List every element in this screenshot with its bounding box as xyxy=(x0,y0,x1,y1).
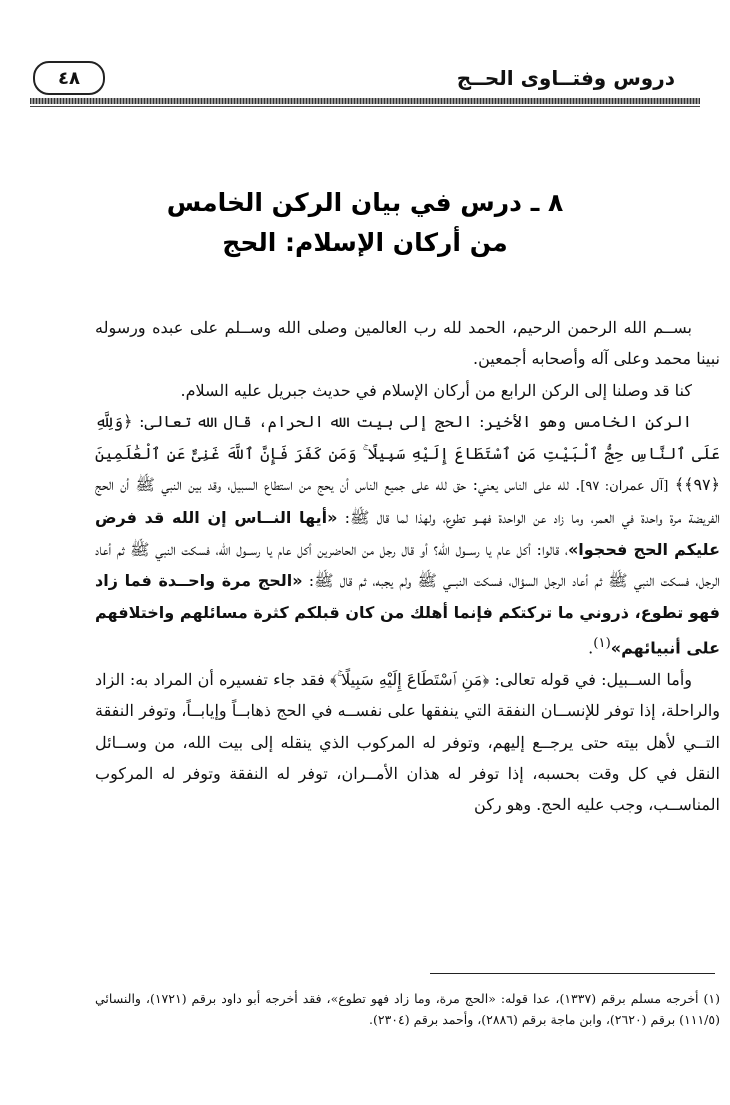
lesson-title-line1: ٨ ـ درس في بيان الركن الخامس xyxy=(166,188,564,217)
paragraph-fifth-pillar: الركن الخامس وهو الأخير: الحج إلى بيت الله الحرام، قال الله تعالى: ﴿وَلِلَّهِ عَلَى ٱلنَّاسِ حِجُّ ٱلْبَيْتِ مَنِ ٱسْتَطَاعَ إِلَيْهِ سَبِيلًا ۚ وَمَن كَفَرَ فَإِنَّ ٱللَّهَ غَنِىٌّ عَنِ ٱلْعَٰلَمِينَ ﴿٩٧﴾﴾ [آل عمران: ٩٧]. لله على الناس يعني: حق لله على جميع الناس أن يحج من استطاع السبيل، وقد بين النبي ﷺ أن الحج الفريضة مرة واحدة في العمر، وما زاد عن الواحدة فهــو تطوع، ولهذا لما قال ﷺ: «أيها النــاس إن الله قد فرض عليكم الحج فحجوا»، قالوا: أكل عام يا رســول الله؟ أو قال رجل من الحاضرين أكل عام يا رســول الله، فسكت النبي ﷺ ثم أعاد الرجل، فسكت النبي ﷺ ثم أعاد الرجل السؤال، فسكت النبــي ﷺ ولم يجبه، ثم قال ﷺ: «الحج مرة واحــدة فما زاد فهو تطوع، ذروني ما تركتكم فإنما أهلك من كان قبلكم كثرة مسائلهم واختلافهم على أنبيائهم»$^{(١)}$. xyxy=(95,412,721,658)
paragraph-fourth-pillar: كنا قد وصلنا إلى الركن الرابع من أركان الإسلام في حديث جبريل عليه السلام. xyxy=(180,380,692,400)
hadith-quote-1: «أيها النــاس إن الله قد فرض عليكم الحج فحجوا» xyxy=(95,508,720,559)
p3-text: الركن الخامس وهو الأخير: الحج إلى بيت الله الحرام، قال الله تعالى: xyxy=(132,412,692,432)
verse-reference: [آل عمران: ٩٧] xyxy=(580,479,669,495)
paragraph-sabil xyxy=(95,664,720,821)
quran-verse: ﴿وَلِلَّهِ عَلَى ٱلنَّاسِ حِجُّ ٱلْبَيْتِ مَنِ ٱسْتَطَاعَ إِلَيْهِ سَبِيلًا ۚ وَمَن كَفَرَ فَإِنَّ ٱللَّهَ غَنِىٌّ عَنِ ٱلْعَٰلَمِينَ ﴿٩٧﴾﴾ xyxy=(95,412,721,495)
page-number: ٤٨ xyxy=(58,67,80,89)
hadith-quote-2: «الحج مرة واحــدة فما زاد فهو تطوع، ذروني ما تركتكم فإنما أهلك من كان قبلكم كثرة مسائلهم واختلافهم على أنبيائهم» xyxy=(95,571,720,658)
p4-rest: فقد جاء تفسيره أن المراد به: الزاد والراحلة، إذا توفر للإنســان النفقة التي ينفقها على نفســه في الحج ذهابــاً وإيابــاً، وتوفر النفقة التــي لأهل بيته حتى يرجــع إليهم، وتوفر له المركوب الذي ينقله إلى بيت الله، من وســائل النقل في كل وقت بحسبه، إذا توفر له هذان الأمــران، توفر له النفقة وتوفر له المركوب المناســب، وجب عليه الحج. وهو ركن xyxy=(95,669,720,815)
page-header xyxy=(30,58,700,100)
paragraph-opening: بســم الله الرحمن الرحيم، الحمد لله رب العالمين وصلى الله وســلم على عبده ورسوله نبينا محمد وعلى آله وأصحابه أجمعين. xyxy=(95,318,720,369)
lesson-title-line2: من أركان الإسلام: الحج xyxy=(222,228,508,257)
header-rule xyxy=(30,106,700,107)
quran-verse-2: ﴿مَنِ ٱسْتَطَاعَ إِلَيْهِ سَبِيلًا ۚ﴾ xyxy=(329,669,490,689)
footnote-1: (١) أخرجه مسلم برقم (١٣٣٧)، عدا قوله: «الحج مرة، وما زاد فهو تطوع»، فقد أخرجه أبو داود برقم (١٧٢١)، والنسائي (١١١/٥) برقم (٢٦٢٠)، وابن ماجة برقم (٢٨٨٦)، وأحمد برقم (٢٣٠٤). xyxy=(95,991,720,1027)
header-ornamental-rule xyxy=(30,98,700,104)
p4-text: وأما الســبيل: في قوله تعالى: xyxy=(489,669,693,689)
p3-rest2: ، قالوا: أكل عام يا رســول الله؟ أو قال رجل من الحاضرين أكل عام يا رســول الله، فسكت النبي ﷺ ثم أعاد الرجل، فسكت النبي ﷺ ثم أعاد الرجل السؤال، فسكت النبــي ﷺ ولم يجبه، ثم قال ﷺ: xyxy=(95,539,720,591)
footnote-separator xyxy=(430,973,715,974)
body-text xyxy=(95,312,720,821)
footnotes xyxy=(95,988,720,1030)
page-number-badge xyxy=(33,61,105,95)
footnote-marker: (١) xyxy=(593,636,611,652)
p3-rest: . لله على الناس يعني: حق لله على جميع الناس أن يحج من استطاع السبيل، وقد بين النبي ﷺ أن الحج الفريضة مرة واحدة في العمر، وما زاد عن الواحدة فهــو تطوع، ولهذا لما قال ﷺ: xyxy=(95,475,720,528)
book-title: دروس وفتــاوى الحــج xyxy=(456,66,675,90)
